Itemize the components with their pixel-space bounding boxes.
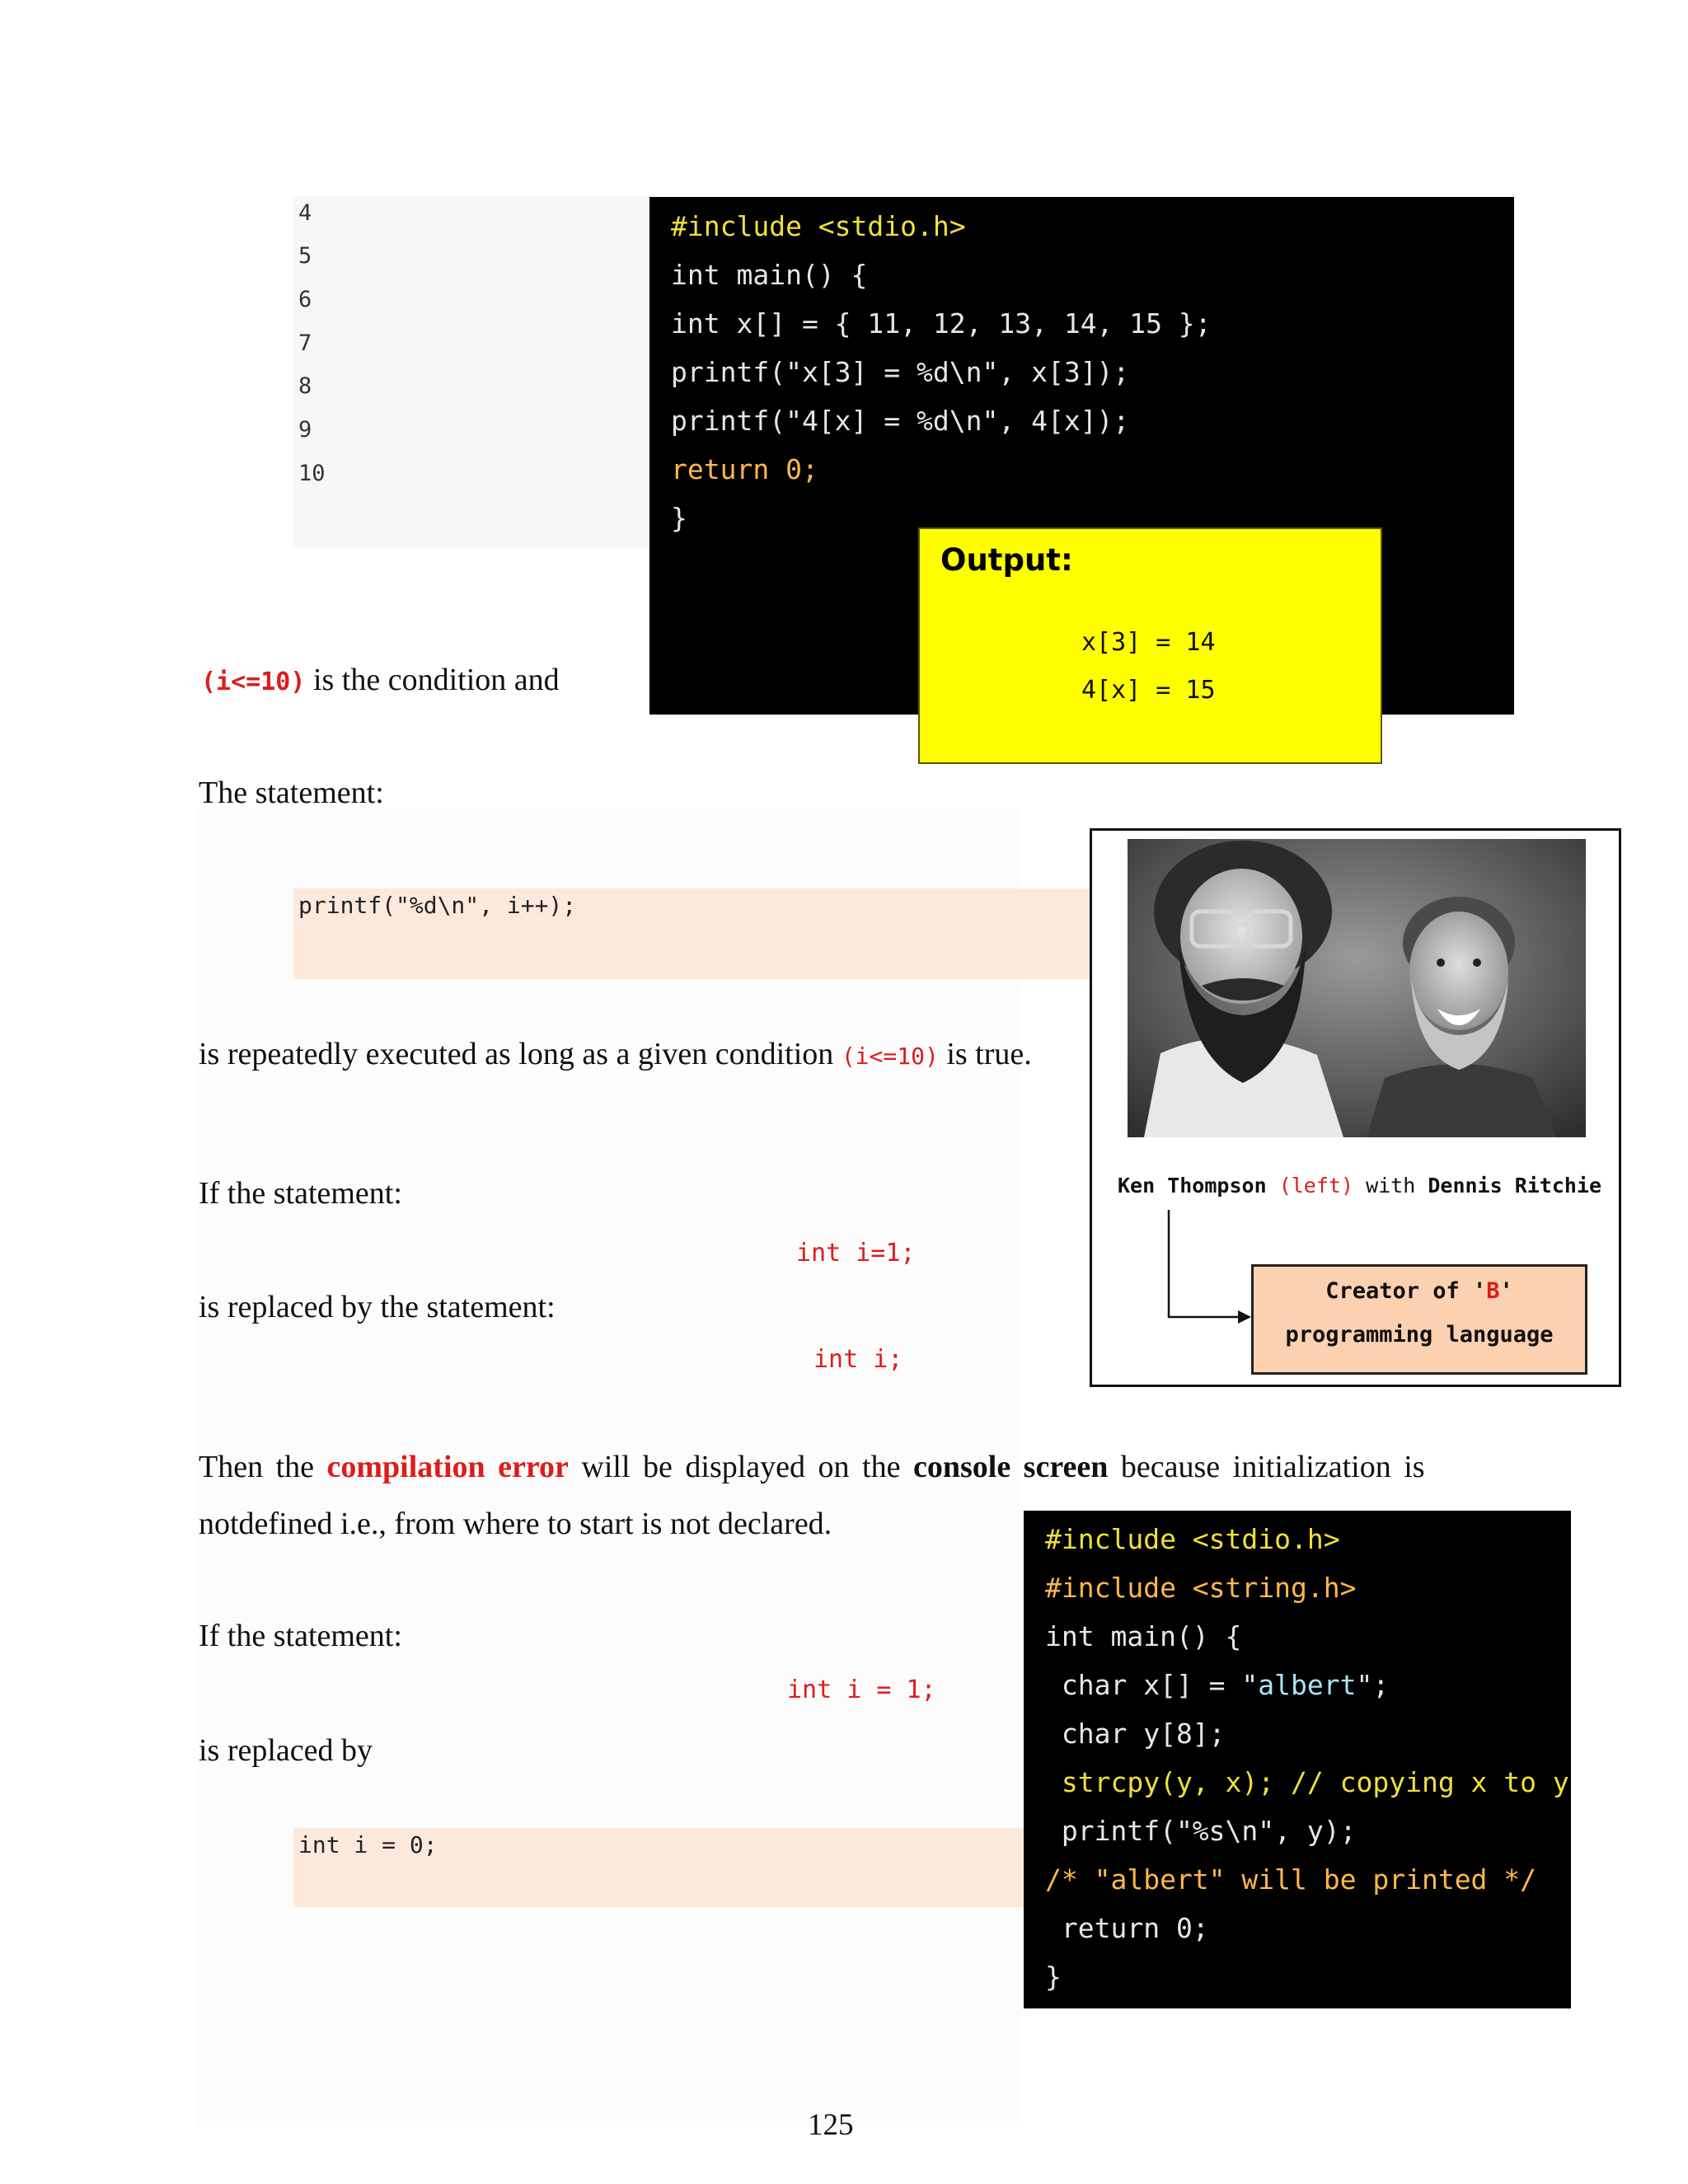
code-line: int main() {: [671, 259, 868, 291]
condition-code: (i<=10): [201, 668, 306, 696]
creator-line-2: programming language: [1285, 1322, 1554, 1347]
line-number: 4: [298, 200, 312, 226]
output-line: x[3] = 14: [1081, 628, 1216, 657]
repeat-line: is repeatedly executed as long as a given condition (i<=10) is true.: [199, 1037, 1032, 1071]
code-int-i-1: int i=1;: [796, 1239, 916, 1268]
caption-with: with: [1366, 1174, 1416, 1197]
if-statement-2: If the statement:: [199, 1619, 402, 1653]
condition-text: is the condition and: [305, 663, 560, 697]
code-line: }: [1045, 1961, 1062, 1993]
code-line: char y[8];: [1045, 1718, 1226, 1750]
code-line: strcpy(y, x); // copying x to y: [1045, 1766, 1569, 1798]
code-line: #include <stdio.h>: [671, 210, 966, 242]
code-line: #include <string.h>: [1045, 1572, 1357, 1604]
code-line: return 0;: [671, 453, 818, 485]
compilation-error-text: compilation error: [326, 1450, 569, 1484]
line-number: 8: [298, 373, 312, 399]
output-title: Output:: [940, 542, 1073, 578]
line-number: 10: [298, 461, 326, 486]
output-line: 4[x] = 15: [1081, 676, 1216, 705]
line-number: 9: [298, 417, 312, 443]
code-line: int x[] = { 11, 12, 13, 14, 15 };: [671, 307, 1212, 340]
page-number: 125: [808, 2108, 854, 2142]
connector-arrow-icon: [1157, 1208, 1256, 1332]
caption-name-thompson: Ken Thompson: [1118, 1174, 1267, 1197]
caption-name-ritchie: Dennis Ritchie: [1428, 1174, 1602, 1197]
code-line: printf("4[x] = %d\n", 4[x]);: [671, 405, 1130, 437]
code-line: int main() {: [1045, 1620, 1242, 1652]
replacement-code: int i = 0;: [298, 1831, 438, 1858]
repeat-condition-code: (i<=10): [841, 1043, 939, 1070]
line-number-gutter: [293, 196, 651, 547]
line-number: 5: [298, 243, 312, 269]
line-number: 7: [298, 330, 312, 356]
code-line: }: [671, 502, 687, 534]
code-line: printf("x[3] = %d\n", x[3]);: [671, 356, 1130, 388]
code-line-string-decl: char x[] = "albert";: [1045, 1669, 1390, 1701]
creator-line-1: Creator of 'B': [1325, 1278, 1513, 1304]
if-statement-1: If the statement:: [199, 1176, 402, 1211]
statement-intro: The statement:: [199, 776, 384, 810]
replaced-by: is replaced by: [199, 1733, 373, 1768]
replaced-by-statement: is replaced by the statement:: [199, 1290, 556, 1324]
code-line: printf("%s\n", y);: [1045, 1815, 1357, 1847]
code-line: #include <stdio.h>: [1045, 1523, 1340, 1555]
statement-code: printf("%d\n", i++);: [298, 892, 577, 919]
code-int-i-eq-1: int i = 1;: [787, 1675, 936, 1704]
console-screen-text: console screen: [912, 1450, 1109, 1484]
condition-line: [201, 662, 560, 698]
compilation-error-paragraph-line1: Then the compilation error will be displayed on the console screen because initialization is: [199, 1450, 1425, 1484]
code-int-i: int i;: [814, 1345, 903, 1374]
line-number: 6: [298, 287, 312, 312]
code-line: /* "albert" will be printed */: [1045, 1863, 1537, 1896]
caption-left-paren: (left): [1278, 1174, 1353, 1197]
portrait-photo: [1128, 839, 1586, 1137]
compilation-error-paragraph-line2: notdefined i.e., from where to start is not declared.: [199, 1507, 832, 1541]
photo-caption: [1118, 1174, 1601, 1197]
code-line: return 0;: [1045, 1912, 1209, 1944]
